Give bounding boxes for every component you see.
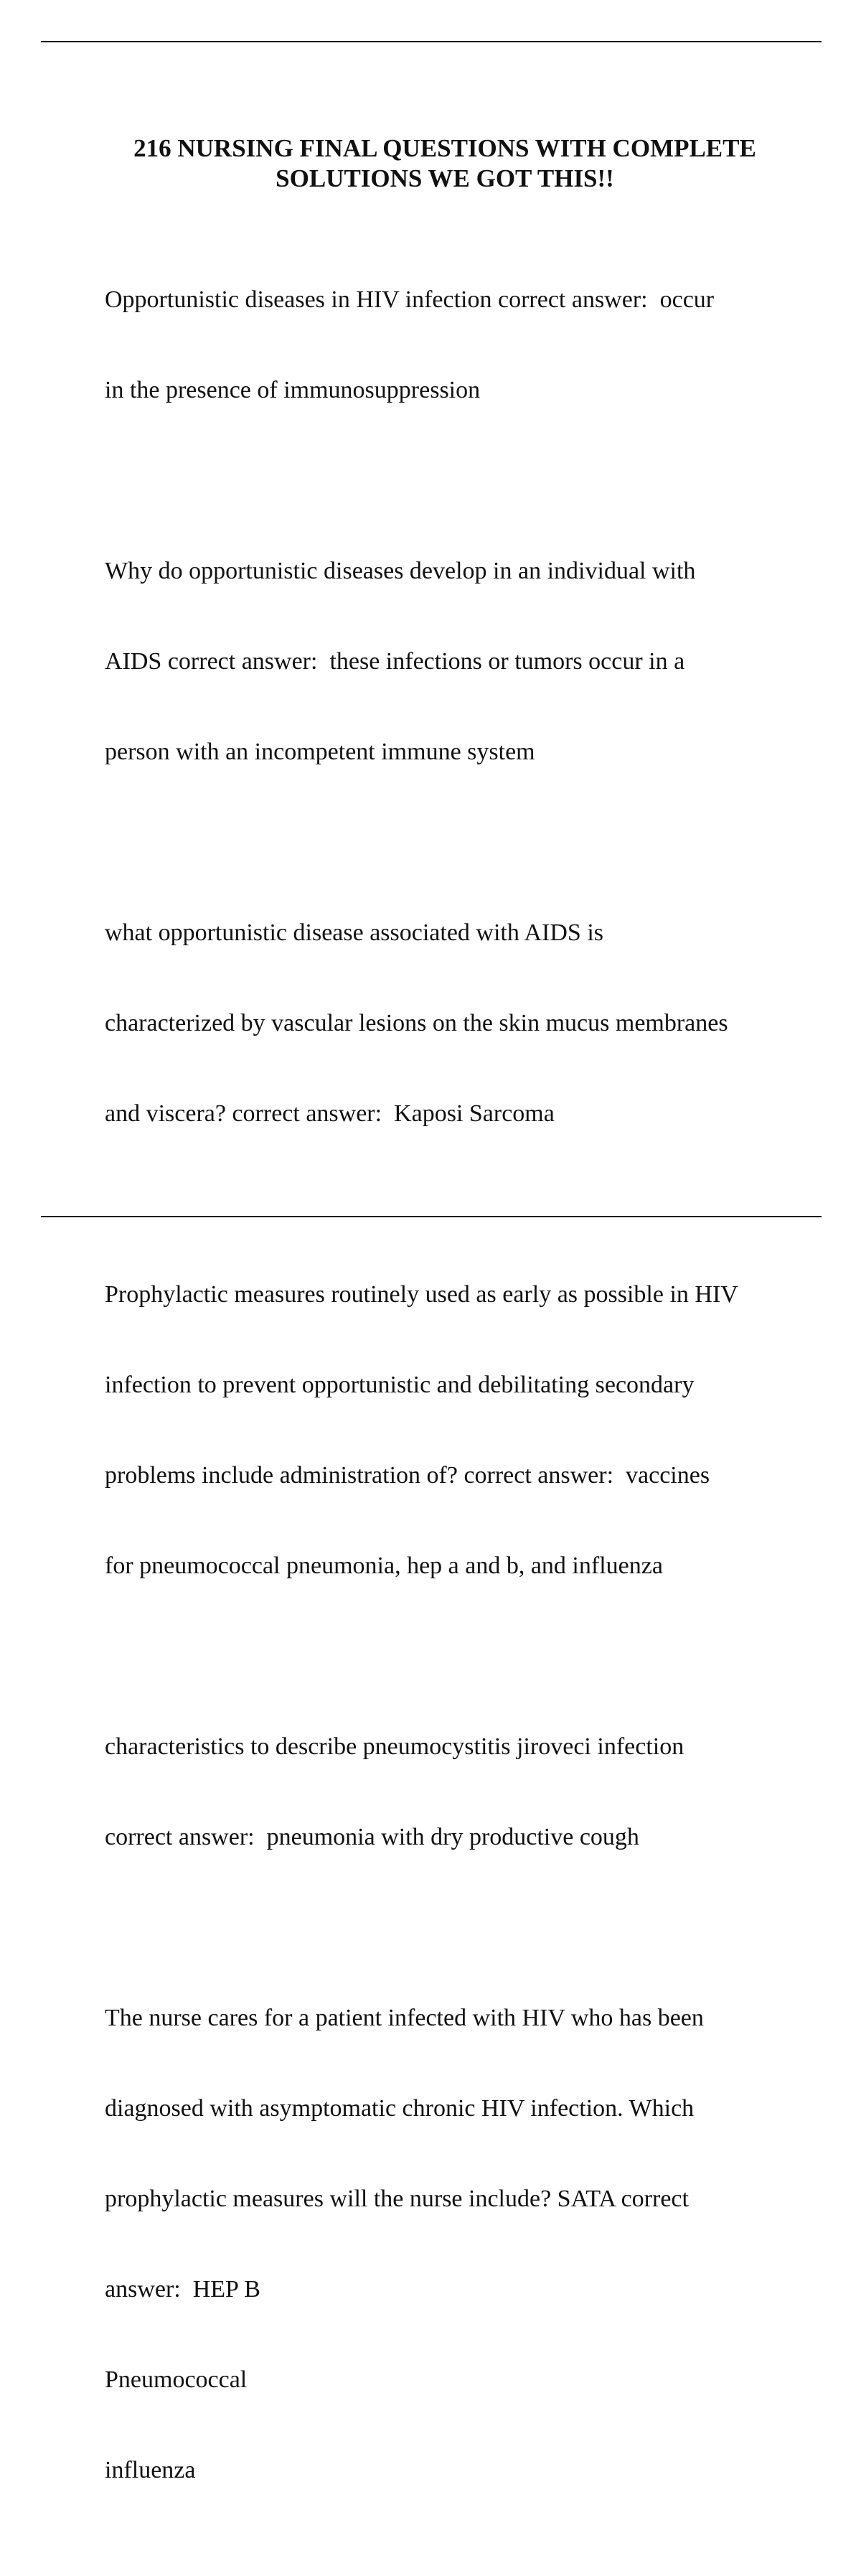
qa-line: correct answer: pneumonia with dry productive cough — [105, 1824, 639, 1850]
qa-line: The nurse cares for a patient infected with HIV who has been — [105, 2005, 704, 2031]
qa-line: influenza — [105, 2457, 196, 2483]
qa-entry — [105, 496, 808, 828]
qa-entry — [105, 1219, 808, 1641]
qa-line: prophylactic measures will the nurse include? SATA correct — [105, 2186, 689, 2212]
qa-line: infection to prevent opportunistic and debilitating secondary — [105, 1372, 695, 1398]
qa-line: Why do opportunistic diseases develop in an individual with — [105, 558, 696, 584]
title-line-1: 216 NURSING FINAL QUESTIONS WITH COMPLETE — [133, 134, 756, 162]
qa-line: characterized by vascular lesions on the skin mucus membranes — [105, 1010, 728, 1036]
document-title — [108, 134, 782, 194]
qa-line: Prophylactic measures routinely used as early as possible in HIV — [105, 1281, 738, 1308]
qa-line: problems include administration of? correct answer: vaccines — [105, 1462, 710, 1489]
qa-entry — [105, 1672, 808, 1913]
qa-line: what opportunistic disease associated with AIDS is — [105, 919, 604, 946]
qa-entry — [105, 858, 808, 1189]
title-line-2: SOLUTIONS WE GOT THIS!! — [276, 164, 614, 192]
qa-list — [105, 225, 808, 2576]
qa-line: answer: HEP B — [105, 2276, 260, 2303]
top-rule — [41, 41, 822, 42]
qa-line: for pneumococcal pneumonia, hep a and b, and influenza — [105, 1552, 663, 1579]
qa-line: AIDS correct answer: these infections or tumors occur in a — [105, 648, 685, 675]
qa-line: Opportunistic diseases in HIV infection correct answer: occur — [105, 286, 715, 313]
qa-entry — [105, 225, 808, 466]
qa-line: diagnosed with asymptomatic chronic HIV infection. Which — [105, 2095, 695, 2122]
qa-line: characteristics to describe pneumocystitis jiroveci infection — [105, 1733, 684, 1760]
qa-line: person with an incompetent immune system — [105, 739, 535, 765]
qa-line: Pneumococcal — [105, 2366, 248, 2393]
qa-line: in the presence of immunosuppression — [105, 377, 481, 403]
qa-entry — [105, 1943, 808, 2546]
bottom-rule — [41, 1216, 822, 1217]
qa-line: and viscera? correct answer: Kaposi Sarcoma — [105, 1100, 555, 1127]
